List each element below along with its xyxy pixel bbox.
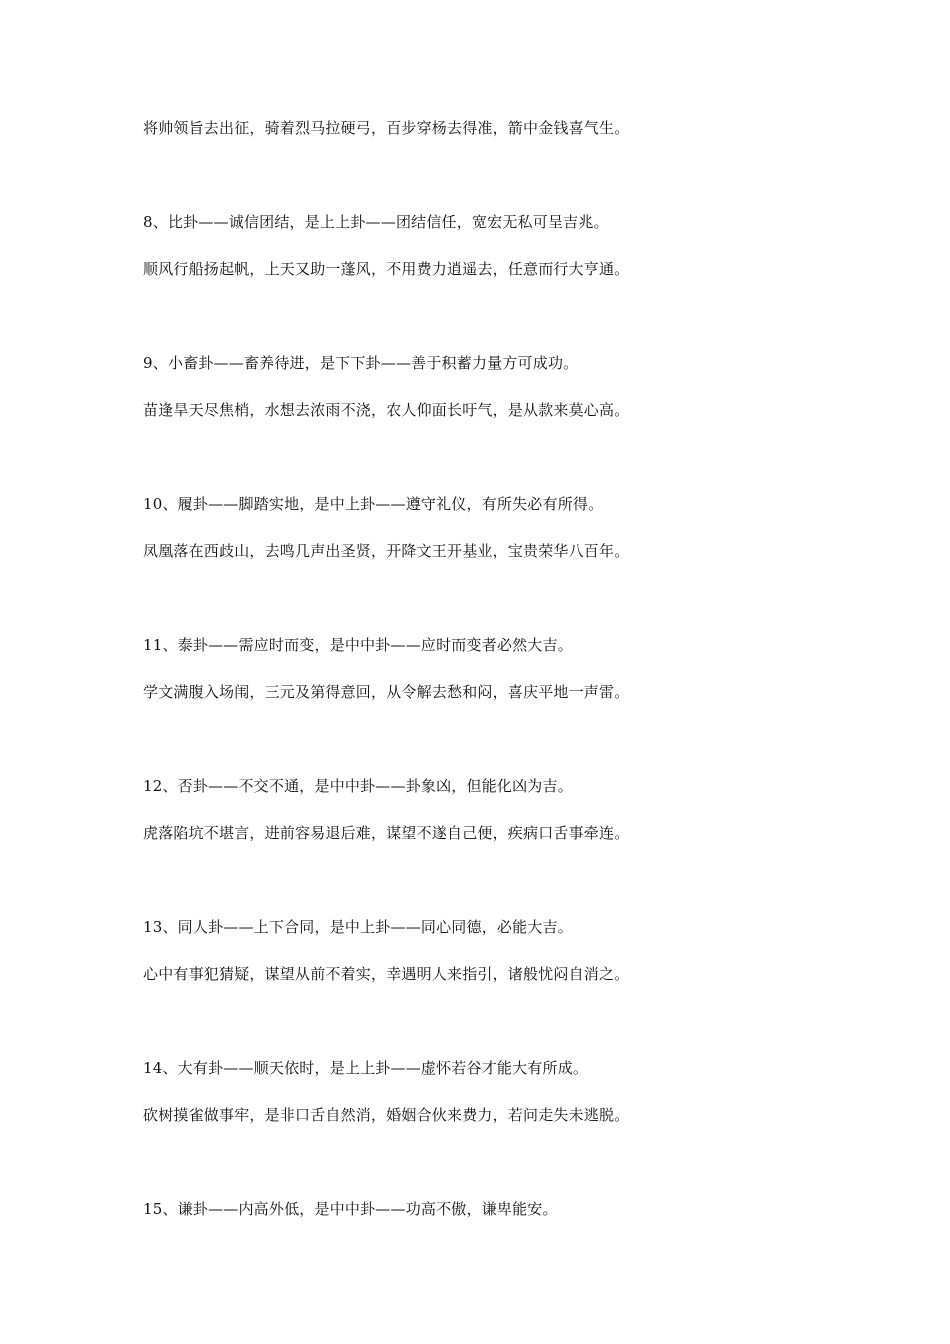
hexagram-11-verse: 学文满腹入场闱，三元及第得意回，从令解去愁和闷，喜庆平地一声雷。 xyxy=(143,683,630,701)
hexagram-15-heading: 15、谦卦——内高外低，是中中卦——功高不傲，谦卑能安。 xyxy=(143,1200,558,1218)
hexagram-9-heading: 9、小畜卦——畜养待进，是下下卦——善于积蓄力量方可成功。 xyxy=(143,354,579,372)
hexagram-10-heading: 10、履卦——脚踏实地，是中上卦——遵守礼仪，有所失必有所得。 xyxy=(143,495,604,513)
hexagram-14-heading: 14、大有卦——顺天依时，是上上卦——虚怀若谷才能大有所成。 xyxy=(143,1059,589,1077)
hexagram-10-verse: 凤凰落在西歧山，去鸣几声出圣贤，开降文王开基业，宝贵荣华八百年。 xyxy=(143,542,630,560)
hexagram-9-verse: 苗逢旱天尽焦梢，水想去浓雨不浇，农人仰面长吁气，是从款来莫心高。 xyxy=(143,401,630,419)
hexagram-12-heading: 12、否卦——不交不通，是中中卦——卦象凶，但能化凶为吉。 xyxy=(143,777,573,795)
hexagram-8-heading: 8、比卦——诚信团结，是上上卦——团结信任，宽宏无私可呈吉兆。 xyxy=(143,213,609,231)
intro-verse: 将帅领旨去出征，骑着烈马拉硬弓，百步穿杨去得准，箭中金钱喜气生。 xyxy=(143,119,630,137)
hexagram-13-heading: 13、同人卦——上下合同，是中上卦——同心同德，必能大吉。 xyxy=(143,918,573,936)
hexagram-14-verse: 砍树摸雀做事牢，是非口舌自然消，婚姻合伙来费力，若问走失未逃脱。 xyxy=(143,1106,630,1124)
hexagram-13-verse: 心中有事犯猜疑，谋望从前不着实，幸遇明人来指引，诸般忧闷自消之。 xyxy=(143,965,630,983)
hexagram-8-verse: 顺风行船扬起帆，上天又助一蓬风，不用费力逍遥去，任意而行大亨通。 xyxy=(143,260,630,278)
hexagram-12-verse: 虎落陷坑不堪言，进前容易退后难，谋望不遂自己便，疾病口舌事牵连。 xyxy=(143,824,630,842)
hexagram-11-heading: 11、泰卦——需应时而变，是中中卦——应时而变者必然大吉。 xyxy=(143,636,573,654)
